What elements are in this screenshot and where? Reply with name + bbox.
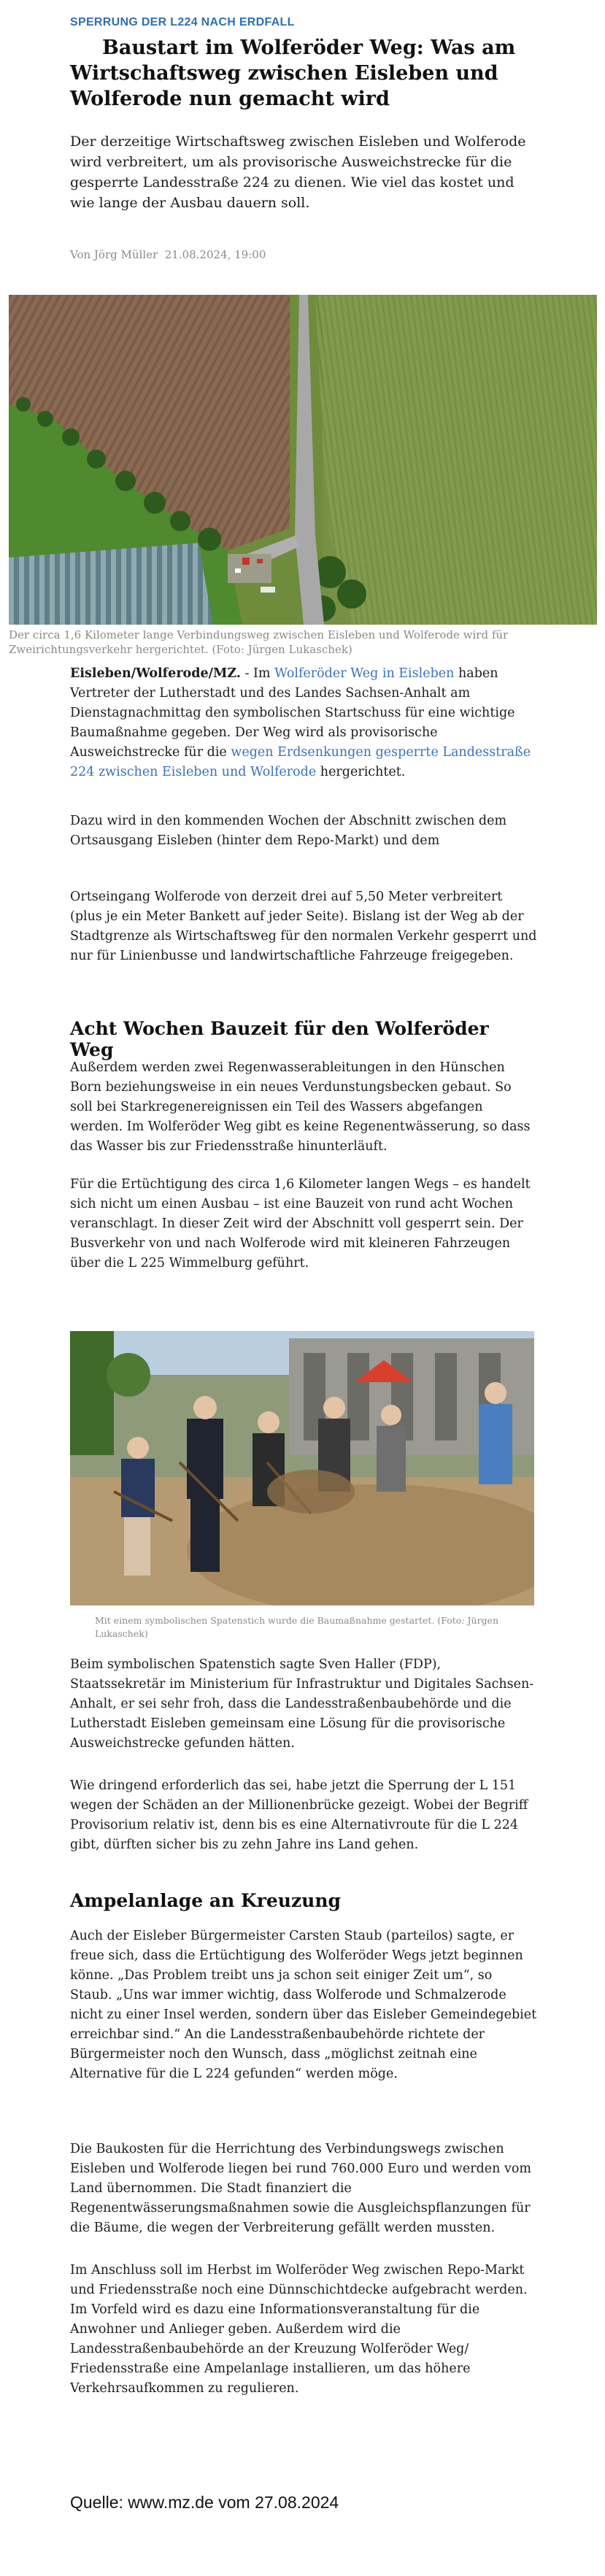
headline: Baustart im Wolferöder Weg: Was am Wirtschaftsweg zwischen Eisleben und Wolferode nun gemacht wird xyxy=(70,36,516,110)
dateline: Eisleben/Wolferode/MZ. xyxy=(70,666,241,681)
publish-date: 21.08.2024, 19:00 xyxy=(164,248,266,261)
paragraph-7: Wie dringend erforderlich das sei, habe jetzt die Sperrung der L 151 wegen der Schäden an der Millionenbrücke gezeigt. Wobei der Begriff Provisorium relativ ist, denn bis es eine Alternativroute für die L 224 gibt, dürften sicher bis zu zehn Jahre ins Land gehen. xyxy=(70,1778,528,1852)
groundbreaking-caption: Mit einem symbolischen Spatenstich wurde die Baumaßnahme gestartet. (Foto: Jürgen Lukaschek) xyxy=(95,1615,499,1639)
text: hergerichtet. xyxy=(316,765,406,779)
paragraph-2: Dazu wird in den kommenden Wochen der Abschnitt zwischen dem Ortsausgang Eisleben (hinter dem Repo-Markt) und dem xyxy=(70,814,507,848)
link-wolferoeder-weg[interactable]: Wolferöder Weg in Eisleben xyxy=(274,666,455,681)
paragraph-8: Auch der Eisleber Bürgermeister Carsten Staub (parteilos) sagte, er freue sich, dass die Ertüchtigung des Wolferöder Wegs jetzt beginnen könne. „Das Problem treibt uns ja schon seit einiger Zeit um“, so Staub. „Uns war immer wichtig, dass Wolferode und Schmalzerode nicht zu einer Insel werden, sondern über das Eisleber Gemeindegebiet erreichbar sind.“ An die Landesstraßenbaubehörde richtete der Bürgermeister noch den Wunsch, dass „möglichst zeitnah eine Alternative für die L 224 gefunden“ werden möge. xyxy=(70,1929,537,2081)
paragraph-intro xyxy=(70,664,537,782)
author: Von Jörg Müller xyxy=(70,248,158,261)
lead: Der derzeitige Wirtschaftsweg zwischen Eisleben und Wolferode wird verbreitert, um als provisorische Ausweichstrecke für die gesperrte Landesstraße 224 zu dienen. Wie viel das kostet und wie lange der Ausbau dauern soll. xyxy=(70,134,526,211)
link-landesstrasse-224[interactable]: wegen Erdsenkungen gesperrte Landesstraße 224 zwischen Eisleben und Wolferode xyxy=(70,745,531,779)
groundbreaking-photo xyxy=(70,1331,534,1605)
paragraph-10: Im Anschluss soll im Herbst im Wolferöder Weg zwischen Repo-Markt und Friedensstraße noch eine Dünnschichtdecke aufgebracht werden. Im Vorfeld wird es dazu eine Informationsveranstaltung für die Anwohner und Anlieger geben. Außerdem wird die Landesstraßenbaubehörde an der Kreuzung Wolferöder Weg/ Friedensstraße eine Ampelanlage installieren, um das höhere Verkehrsaufkommen zu regulieren. xyxy=(70,2263,528,2396)
paragraph-4: Außerdem werden zwei Regenwasserableitungen in den Hünschen Born beziehungsweise in ein neues Verdunstungsbecken gebaut. So soll bei Starkregenereignissen ein Teil des Wassers abgefangen werden. Im Wolferöder Weg gibt es keine Regenentwässerung, so dass das Wasser bis zur Friedensstraße hinunterläuft. xyxy=(70,1060,531,1154)
source-note: Quelle: www.mz.de vom 27.08.2024 xyxy=(70,2493,339,2512)
paragraph-6: Beim symbolischen Spatenstich sagte Sven Haller (FDP), Staatssekretär im Ministerium für Infrastruktur und Digitales Sachsen-Anhalt, er sei sehr froh, dass die Landesstraßenbaubehörde und die Lutherstadt Eisleben gemeinsam eine Lösung für die provisorische Ausweichstrecke gefunden hätten. xyxy=(70,1657,534,1751)
paragraph-5: Für die Ertüchtigung des circa 1,6 Kilometer langen Wegs – es handelt sich nicht um einen Ausbau – ist eine Bauzeit von rund acht Wochen veranschlagt. In dieser Zeit wird der Abschnitt voll gesperrt sein. Der Busverkehr von und nach Wolferode wird mit kleineren Fahrzeugen über die L 225 Wimmelburg geführt. xyxy=(70,1177,531,1270)
text: - Im xyxy=(240,666,275,681)
hero-caption: Der circa 1,6 Kilometer lange Verbindungsweg zwischen Eisleben und Wolferode wird für Zweirichtungsverkehr hergerichtet. (Foto: Jürgen Lukaschek) xyxy=(9,628,509,656)
byline xyxy=(70,248,266,261)
hero-photo xyxy=(9,295,597,625)
paragraph-9: Die Baukosten für die Herrichtung des Verbindungswegs zwischen Eisleben und Wolferode liegen bei rund 760.000 Euro und werden vom Land übernommen. Die Stadt finanziert die Regenentwässerungsmaßnahmen sowie die Ausgleichspflanzungen für die Bäume, die wegen der Verbreiterung gefällt werden mussten. xyxy=(70,2142,531,2235)
text: haben Vertreter der Lutherstadt und des Landes Sachsen-Anhalt am Dienstagnachmittag den symbolischen Startschuss für eine wichtige Baumaßnahme gegeben. Der Weg wird als provisorische Ausweichstrecke für die xyxy=(70,666,515,760)
subheading-bauzeit: Acht Wochen Bauzeit für den Wolferöder Weg xyxy=(70,1018,489,1060)
paragraph-3: Ortseingang Wolferode von derzeit drei auf 5,50 Meter verbreitert (plus je ein Meter Bankett auf jeder Seite). Bislang ist der Weg ab der Stadtgrenze als Wirtschaftsweg für den normalen Verkehr gesperrt und nur für Linienbusse und landwirtschaftliche Fahrzeuge freigegeben. xyxy=(70,890,537,963)
subheading-ampelanlage: Ampelanlage an Kreuzung xyxy=(70,1890,341,1911)
kicker: SPERRUNG DER L224 NACH ERDFALL xyxy=(70,16,295,28)
